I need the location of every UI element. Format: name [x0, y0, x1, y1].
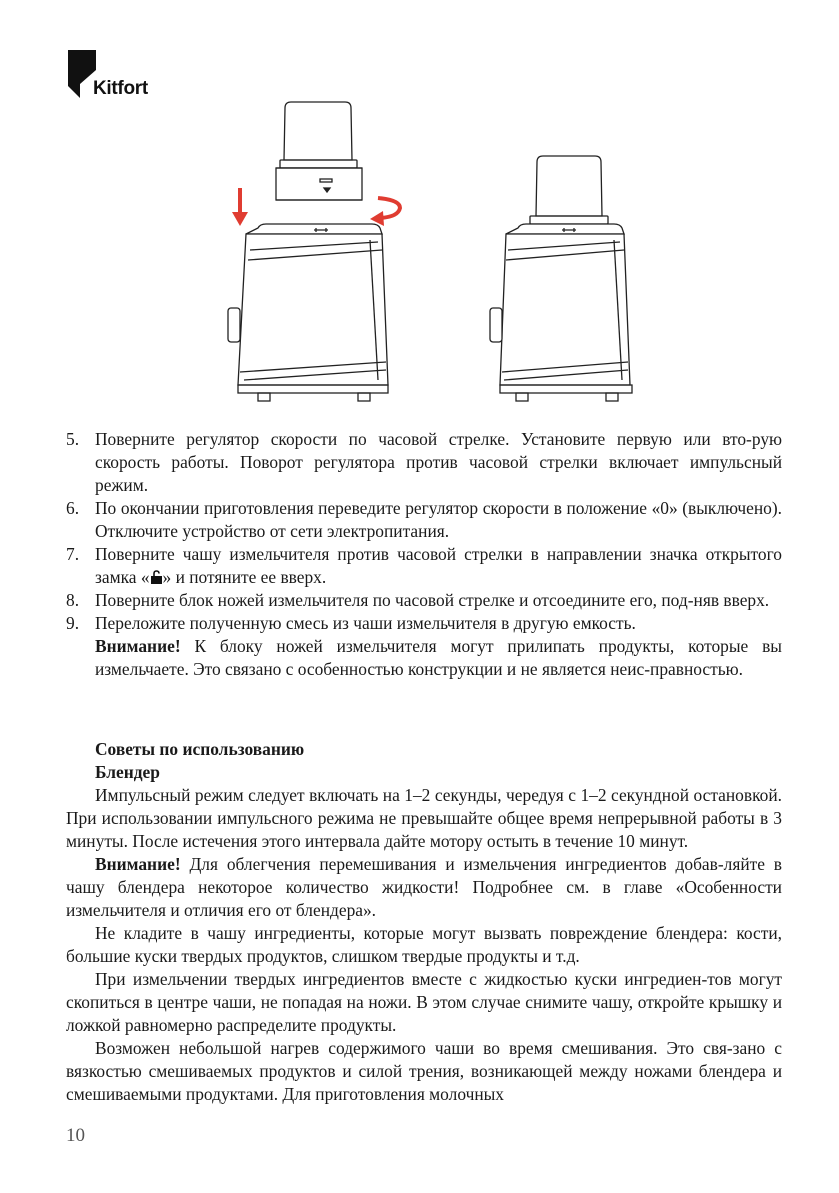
paragraph: Возможен небольшой нагрев содержимого чаши во время смешивания. Это свя-зано с вязкостью смешиваемых продуктов и силой трения, возникающей между ножами блендера и смешиваемыми продуктами. Для приготовления молочных — [66, 1038, 782, 1104]
list-item: 9. Переложите полученную смесь из чаши измельчителя в другую емкость. — [66, 613, 636, 633]
brand-name: Kitfort — [93, 78, 148, 99]
note-label: Внимание! — [95, 636, 181, 656]
paragraph: При измельчении твердых ингредиентов вместе с жидкостью куски ингредиен-тов могут скопиться в центре чаши, не попадая на ножи. В этом случае снимите чашу, откройте крышку и ложкой равномерно распределите продукты. — [66, 969, 782, 1035]
step-text-after: » и потяните ее вверх. — [162, 567, 327, 587]
note-text: К блоку ножей измельчителя могут прилипать продукты, которые вы измельчаете. Это связано с особенностью конструкции и не является неис-правностью. — [95, 636, 782, 679]
rotate-arrow-icon — [370, 198, 400, 226]
blender-assembled-illustration — [490, 156, 632, 401]
section-title: Советы по использованию — [95, 739, 305, 759]
step-text: По окончании приготовления переведите регулятор скорости в положение «0» (выключено). Отключите устройство от сети электропитания. — [95, 498, 782, 541]
unlock-icon — [150, 570, 163, 584]
paragraph: Внимание! Для облегчения перемешивания и измельчения ингредиентов добав-ляйте в чашу блендера некоторое количество жидкости! Подробнее см. в главе «Особенности измельчителя и отличия его от блендера». — [66, 854, 782, 920]
warning-label: Внимание! — [95, 854, 181, 874]
step-text: Поверните блок ножей измельчителя по часовой стрелке и отсоедините его, под-няв вверх. — [95, 590, 770, 610]
instruction-steps — [66, 428, 782, 681]
paragraph: Не кладите в чашу ингредиенты, которые могут вызвать повреждение блендера: кости, большие куски твердых продуктов, слишком твердые продукты и т.д. — [66, 923, 782, 966]
blender-assembly-illustration — [210, 100, 650, 420]
step-text: Переложите полученную смесь из чаши измельчителя в другую емкость. — [95, 613, 636, 633]
page-number: 10 — [66, 1125, 85, 1146]
blender-base-icon — [228, 224, 388, 401]
step-text: Поверните регулятор скорости по часовой стрелке. Установите первую или вто-рую скорость работы. Поворот регулятора против часовой стрелки включает импульсный режим. — [95, 429, 782, 495]
down-arrow-icon — [232, 188, 248, 226]
warning-note — [66, 635, 782, 681]
list-item: 7. Поверните чашу измельчителя против часовой стрелки в направлении значка открытого замка « » и потяните ее вверх. — [66, 544, 782, 587]
list-item: 6. По окончании приготовления переведите регулятор скорости в положение «0» (выключено). Отключите устройство от сети электропитания. — [66, 498, 782, 541]
section-subtitle: Блендер — [95, 762, 160, 782]
step-text-before: Поверните чашу измельчителя против часовой стрелки в направлении значка открытого замка « — [95, 544, 782, 587]
brand-logo — [66, 50, 176, 100]
paragraph: Импульсный режим следует включать на 1–2 секунды, чередуя с 1–2 секундной остановкой. При использовании импульсного режима не превышайте общее время непрерывной работы в 3 минуты. После истечения этого интервала дайте мотору остыть в течение 10 минут. — [66, 785, 782, 851]
grinder-cup-icon — [276, 102, 362, 200]
list-item: 8. Поверните блок ножей измельчителя по часовой стрелке и отсоедините его, под-няв вверх. — [66, 590, 770, 610]
usage-tips-section — [66, 738, 782, 1106]
list-item: 5. Поверните регулятор скорости по часовой стрелке. Установите первую или вто-рую скорость работы. Поворот регулятора против часовой стрелки включает импульсный режим. — [66, 429, 782, 495]
